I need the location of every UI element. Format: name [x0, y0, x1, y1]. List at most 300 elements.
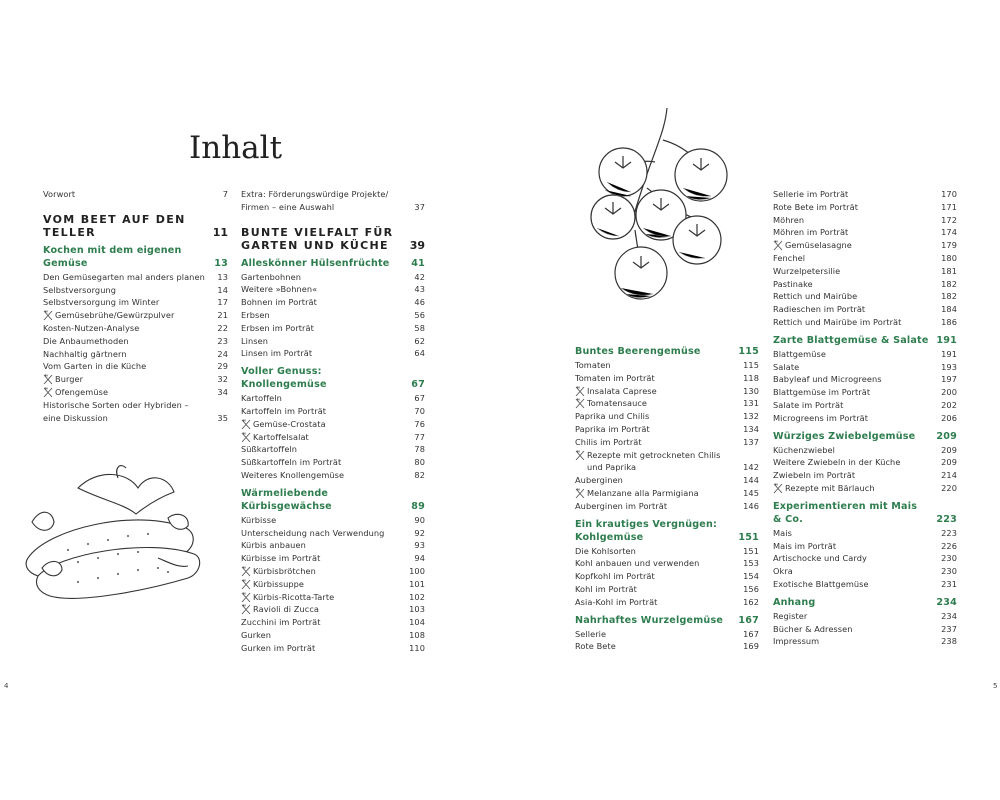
- toc-page-number: 94: [414, 553, 425, 564]
- toc-page-number: 137: [743, 436, 759, 447]
- toc-page-number: 24: [217, 348, 228, 359]
- toc-entry[interactable]: [241, 271, 425, 284]
- toc-page-number: 156: [743, 583, 759, 594]
- toc-recipe-entry[interactable]: [43, 373, 228, 386]
- toc-entry[interactable]: [575, 570, 759, 583]
- toc-page-number: 182: [941, 278, 957, 289]
- toc-entry-title: Vom Garten in die Küche: [43, 361, 147, 372]
- toc-entry-title: Rettich und Mairübe im Porträt: [773, 316, 902, 327]
- toc-entry-title: Register: [773, 610, 808, 621]
- toc-recipe-entry[interactable]: [773, 482, 957, 495]
- toc-entry[interactable]: [241, 347, 425, 360]
- toc-entry[interactable]: [575, 500, 759, 513]
- toc-page-number: 230: [941, 566, 957, 577]
- cutlery-icon: [43, 310, 53, 321]
- toc-entry-title: Salate: [773, 361, 800, 372]
- toc-entry[interactable]: [773, 348, 957, 361]
- toc-entry[interactable]: [575, 628, 759, 641]
- toc-entry[interactable]: [773, 552, 957, 565]
- toc-entry-title: Rezepte mit getrockneten Chilis und Paprika: [587, 449, 721, 473]
- toc-entry-title: Mais: [773, 527, 792, 538]
- toc-page-number: 35: [217, 412, 228, 423]
- toc-entry-title: Den Gemüsegarten mal anders planen: [43, 271, 205, 282]
- toc-page-number: 181: [941, 265, 957, 276]
- toc-recipe-entry[interactable]: [575, 397, 759, 410]
- toc-recipe-entry[interactable]: [241, 591, 425, 604]
- toc-entry-title: Babyleaf und Microgreens: [773, 374, 882, 385]
- cutlery-icon: [43, 387, 53, 398]
- toc-page-number: 41: [411, 257, 425, 269]
- toc-entry-title: Chilis im Porträt: [575, 436, 642, 447]
- toc-entry[interactable]: [43, 360, 228, 373]
- toc-entry-title: Gemüsebrühe/Gewürzpulver: [55, 310, 175, 321]
- toc-entry[interactable]: [575, 410, 759, 423]
- toc-page-number: 34: [217, 386, 228, 397]
- toc-page-number: 153: [743, 558, 759, 569]
- toc-entry[interactable]: [773, 456, 957, 469]
- toc-entry[interactable]: [773, 316, 957, 329]
- cutlery-icon: [241, 604, 251, 615]
- toc-entry[interactable]: [241, 642, 425, 655]
- toc-entry-title: Kürbissuppe: [253, 578, 305, 589]
- toc-page-number: 144: [743, 475, 759, 486]
- toc-entry-title: Kartoffelsalat: [253, 431, 309, 442]
- toc-page-number: 171: [941, 201, 957, 212]
- toc-entry-title: Okra: [773, 566, 793, 577]
- toc-entry[interactable]: [773, 444, 957, 457]
- toc-page-number: 82: [414, 469, 425, 480]
- toc-entry[interactable]: [241, 616, 425, 629]
- toc-entry-title: Salate im Porträt: [773, 399, 844, 410]
- toc-entry[interactable]: [773, 412, 957, 425]
- toc-entry[interactable]: [575, 545, 759, 558]
- toc-page-number: 162: [743, 596, 759, 607]
- toc-section-heading[interactable]: [575, 518, 759, 544]
- toc-page-number: 142: [743, 462, 759, 473]
- page-number-right: 5: [993, 682, 998, 690]
- toc-page-number: 223: [936, 513, 957, 525]
- toc-page-number: 226: [941, 540, 957, 551]
- toc-section-heading[interactable]: [575, 614, 759, 627]
- toc-entry-title: Kartoffeln im Porträt: [241, 405, 327, 416]
- cutlery-icon: [241, 432, 251, 443]
- toc-page-number: 104: [409, 617, 425, 628]
- toc-page-number: 223: [941, 527, 957, 538]
- toc-page-number: 21: [217, 310, 228, 321]
- toc-entry-title: Linsen im Porträt: [241, 348, 313, 359]
- toc-entry[interactable]: [241, 539, 425, 552]
- toc-page-number: 184: [941, 304, 957, 315]
- toc-entry[interactable]: [773, 540, 957, 553]
- toc-section-heading[interactable]: [241, 487, 425, 513]
- toc-entry[interactable]: [241, 405, 425, 418]
- toc-page-number: 101: [409, 578, 425, 589]
- toc-page-number: 154: [743, 571, 759, 582]
- toc-recipe-entry[interactable]: [575, 385, 759, 398]
- toc-page-number: 151: [738, 531, 759, 543]
- toc-page-number: 32: [217, 374, 228, 385]
- toc-entry-title: Experimentieren mit Mais & Co.: [773, 500, 918, 525]
- toc-page-number: 182: [941, 291, 957, 302]
- toc-recipe-entry[interactable]: [575, 487, 759, 500]
- toc-page-number: 209: [936, 430, 957, 442]
- toc-entry[interactable]: [43, 296, 228, 309]
- toc-page-number: 151: [743, 545, 759, 556]
- toc-page-number: 13: [217, 271, 228, 282]
- toc-entry-title: Fenchel: [773, 252, 806, 263]
- toc-entry-title: Kartoffeln: [241, 393, 282, 404]
- toc-entry-title: Ravioli di Zucca: [253, 604, 320, 615]
- toc-entry[interactable]: [43, 399, 228, 425]
- toc-entry[interactable]: [773, 278, 957, 291]
- toc-entry-title: Gemüse-Crostata: [253, 418, 326, 429]
- toc-entry[interactable]: [773, 188, 957, 201]
- toc-page-number: 180: [941, 252, 957, 263]
- toc-page-number: 58: [414, 322, 425, 333]
- toc-entry-title: Weiteres Knollengemüse: [241, 469, 345, 480]
- toc-entry[interactable]: [773, 303, 957, 316]
- toc-entry-title: Weitere Zwiebeln in der Küche: [773, 457, 901, 468]
- toc-page-number: 64: [414, 348, 425, 359]
- toc-section-heading[interactable]: [773, 500, 957, 526]
- toc-entry-title: Kochen mit dem eigenen Gemüse: [43, 244, 182, 269]
- toc-page-number: 100: [409, 565, 425, 576]
- toc-recipe-entry[interactable]: [43, 309, 228, 322]
- toc-entry[interactable]: [241, 552, 425, 565]
- toc-column-3: [575, 340, 759, 653]
- toc-entry[interactable]: [241, 322, 425, 335]
- toc-recipe-entry[interactable]: [241, 565, 425, 578]
- toc-entry-title: Insalata Caprese: [587, 385, 657, 396]
- toc-entry[interactable]: [241, 392, 425, 405]
- toc-entry-title: Bohnen im Porträt: [241, 297, 317, 308]
- toc-entry[interactable]: [575, 596, 759, 609]
- cutlery-icon: [773, 483, 783, 494]
- toc-entry-title: Buntes Beerengemüse: [575, 346, 701, 357]
- toc-entry-title: Zarte Blattgemüse & Salate: [773, 334, 929, 346]
- toc-entry-title: Paprika und Chilis: [575, 411, 650, 422]
- toc-entry-title: Unterscheidung nach Verwendung: [241, 527, 385, 538]
- toc-entry-title: Selbstversorgung im Winter: [43, 297, 160, 308]
- toc-entry-title: Selbstversorgung: [43, 284, 117, 295]
- toc-entry-title: Kürbis-Ricotta-Tarte: [253, 591, 335, 602]
- toc-page-number: 214: [941, 470, 957, 481]
- toc-page-number: 200: [941, 387, 957, 398]
- toc-entry-title: Kosten-Nutzen-Analyse: [43, 322, 140, 333]
- toc-section-heading[interactable]: [773, 430, 957, 443]
- toc-section-heading[interactable]: [773, 334, 957, 347]
- toc-entry-title: Voller Genuss: Knollengemüse: [241, 366, 327, 391]
- toc-page-number: 206: [941, 412, 957, 423]
- toc-page-number: 56: [414, 309, 425, 320]
- toc-entry[interactable]: [575, 372, 759, 385]
- toc-entry[interactable]: [575, 359, 759, 372]
- toc-entry[interactable]: [575, 436, 759, 449]
- toc-entry-title: Impressum: [773, 636, 820, 647]
- toc-page-number: 102: [409, 591, 425, 602]
- toc-entry-title: Rote Bete: [575, 641, 616, 652]
- toc-page-number: 67: [414, 393, 425, 404]
- cutlery-icon: [575, 386, 585, 397]
- toc-entry[interactable]: [773, 214, 957, 227]
- toc-entry-title: Tomaten: [575, 360, 611, 370]
- toc-entry-title: Kürbisse: [241, 514, 277, 525]
- toc-entry[interactable]: [241, 335, 425, 348]
- toc-page-number: 37: [414, 201, 425, 212]
- toc-entry[interactable]: [241, 188, 425, 214]
- toc-page-number: 78: [414, 444, 425, 455]
- toc-entry-title: Asia-Kohl im Porträt: [575, 596, 658, 607]
- toc-entry-title: Blattgemüse: [773, 348, 826, 359]
- toc-entry[interactable]: [773, 265, 957, 278]
- toc-entry[interactable]: [773, 469, 957, 482]
- toc-page-number: 80: [414, 457, 425, 468]
- toc-column-4: [773, 188, 957, 648]
- toc-entry-title: Kürbisbrötchen: [253, 565, 316, 576]
- toc-page-number: 70: [414, 405, 425, 416]
- cutlery-icon: [241, 419, 251, 430]
- cutlery-icon: [43, 374, 53, 385]
- toc-entry-title: Microgreens im Porträt: [773, 412, 869, 423]
- toc-page-number: 170: [941, 189, 957, 199]
- toc-entry-title: Radieschen im Porträt: [773, 304, 866, 315]
- toc-entry-title: Gartenbohnen: [241, 271, 301, 282]
- toc-page-number: 42: [414, 271, 425, 282]
- toc-entry[interactable]: [575, 474, 759, 487]
- toc-entry-title: Erbsen im Porträt: [241, 322, 314, 333]
- toc-page-number: 172: [941, 214, 957, 225]
- toc-entry-title: Auberginen im Porträt: [575, 500, 668, 511]
- toc-entry[interactable]: [241, 296, 425, 309]
- toc-page-number: 89: [411, 500, 425, 512]
- toc-recipe-entry[interactable]: [241, 603, 425, 616]
- toc-page-number: 62: [414, 335, 425, 346]
- page-number-left: 4: [4, 682, 9, 690]
- toc-entry-title: Blattgemüse im Porträt: [773, 387, 871, 398]
- toc-page-number: 146: [743, 500, 759, 511]
- toc-page-number: 115: [743, 360, 759, 370]
- toc-entry-title: Kürbisse im Porträt: [241, 553, 321, 564]
- toc-entry[interactable]: [773, 610, 957, 623]
- toc-page-number: 174: [941, 227, 957, 238]
- toc-section-heading[interactable]: [43, 244, 228, 270]
- toc-page-number: 191: [936, 334, 957, 346]
- toc-entry-title: Würziges Zwiebelgemüse: [773, 430, 916, 442]
- toc-entry-title: Linsen: [241, 335, 269, 346]
- toc-entry-title: Extra: Förderungswürdige Projekte/ Firmen – eine Auswahl: [241, 189, 389, 212]
- toc-section-heading[interactable]: [575, 345, 759, 358]
- toc-entry[interactable]: [773, 565, 957, 578]
- toc-entry-title: Artischocke und Cardy: [773, 553, 867, 564]
- toc-entry-title: Mais im Porträt: [773, 540, 837, 551]
- toc-entry-title: Küchenzwiebel: [773, 444, 835, 455]
- toc-entry[interactable]: [575, 583, 759, 596]
- toc-entry[interactable]: [773, 578, 957, 591]
- toc-entry-title: Vorwort: [43, 189, 76, 199]
- toc-part-heading[interactable]: [241, 226, 425, 252]
- toc-entry-title: Gemüselasagne: [785, 240, 852, 251]
- page-title: Inhalt: [189, 130, 283, 166]
- toc-entry-title: Rettich und Mairübe: [773, 291, 858, 302]
- cutlery-icon: [575, 488, 585, 499]
- toc-entry-title: Ein krautiges Vergnügen: Kohlgemüse: [575, 518, 718, 543]
- toc-entry[interactable]: [43, 284, 228, 297]
- cutlery-icon: [241, 566, 251, 577]
- toc-page-number: 130: [743, 385, 759, 396]
- toc-page-number: 22: [217, 322, 228, 333]
- toc-entry[interactable]: [773, 252, 957, 265]
- toc-entry[interactable]: [241, 469, 425, 482]
- toc-entry-title: Sellerie: [575, 628, 607, 639]
- toc-page-number: 167: [738, 614, 759, 626]
- toc-page-number: 230: [941, 553, 957, 564]
- toc-entry-title: Tomaten im Porträt: [575, 372, 655, 383]
- toc-recipe-entry[interactable]: [241, 418, 425, 431]
- toc-entry-title: Möhren im Porträt: [773, 227, 849, 238]
- cutlery-icon: [773, 240, 783, 251]
- toc-entry[interactable]: [241, 514, 425, 527]
- toc-entry-title: Zwiebeln im Porträt: [773, 470, 856, 481]
- toc-entry-title: Erbsen: [241, 309, 270, 320]
- toc-part-heading[interactable]: [43, 213, 228, 239]
- toc-entry-title: Gurken im Porträt: [241, 642, 316, 653]
- toc-page-number: 103: [409, 604, 425, 615]
- cutlery-icon: [575, 398, 585, 409]
- toc-recipe-entry[interactable]: [241, 431, 425, 444]
- toc-page-number: 237: [941, 623, 957, 634]
- toc-page-number: 169: [743, 641, 759, 652]
- toc-entry-title: Ofengemüse: [55, 386, 109, 397]
- toc-entry-title: Nachhaltig gärtnern: [43, 348, 127, 359]
- toc-page-number: 134: [743, 423, 759, 434]
- toc-entry-title: Paprika im Porträt: [575, 423, 650, 434]
- toc-section-heading[interactable]: [241, 365, 425, 391]
- toc-entry-title: Burger: [55, 374, 84, 385]
- toc-entry-title: Alleskönner Hülsenfrüchte: [241, 257, 390, 269]
- toc-entry-title: Weitere »Bohnen«: [241, 284, 318, 295]
- toc-page-number: 7: [222, 189, 228, 199]
- toc-page-number: 231: [941, 578, 957, 589]
- toc-entry[interactable]: [241, 456, 425, 469]
- toc-entry-title: Kohl im Porträt: [575, 583, 637, 594]
- toc-entry-title: Anhang: [773, 596, 816, 608]
- toc-page-number: 115: [738, 346, 759, 357]
- toc-column-1: [43, 188, 228, 424]
- toc-entry[interactable]: [43, 348, 228, 361]
- toc-page-number: 220: [941, 482, 957, 493]
- toc-page-number: 14: [217, 284, 228, 295]
- toc-page-number: 92: [414, 527, 425, 538]
- toc-page-number: 193: [941, 361, 957, 372]
- toc-recipe-entry[interactable]: [575, 449, 759, 475]
- toc-entry-title: Rote Bete im Porträt: [773, 201, 859, 212]
- toc-page-number: 209: [941, 457, 957, 468]
- toc-page-number: 167: [743, 628, 759, 639]
- toc-section-heading[interactable]: [241, 257, 425, 270]
- toc-entry-title: Gurken: [241, 629, 272, 640]
- toc-entry[interactable]: [773, 290, 957, 303]
- toc-entry-title: BUNTE VIELFALT FÜR GARTEN UND KÜCHE: [241, 225, 394, 252]
- toc-page-number: 108: [409, 629, 425, 640]
- toc-entry[interactable]: [773, 635, 957, 648]
- toc-page-number: 11: [212, 225, 228, 239]
- toc-entry[interactable]: [43, 335, 228, 348]
- toc-entry[interactable]: [773, 201, 957, 214]
- toc-page-number: 118: [743, 372, 759, 383]
- toc-entry-title: Kürbis anbauen: [241, 540, 306, 551]
- toc-entry[interactable]: [575, 557, 759, 570]
- toc-page-number: 234: [936, 596, 957, 608]
- toc-entry[interactable]: [241, 629, 425, 642]
- toc-page-number: 77: [414, 431, 425, 442]
- toc-section-heading[interactable]: [773, 596, 957, 609]
- toc-entry[interactable]: [241, 443, 425, 456]
- toc-entry-title: Exotische Blattgemüse: [773, 578, 869, 589]
- toc-entry[interactable]: [575, 640, 759, 653]
- toc-recipe-entry[interactable]: [43, 386, 228, 399]
- toc-page-number: 238: [941, 636, 957, 647]
- toc-entry-title: Pastinake: [773, 278, 813, 289]
- toc-entry-title: Melanzane alla Parmigiana: [587, 487, 699, 498]
- toc-entry[interactable]: [773, 373, 957, 386]
- toc-entry-title: Möhren: [773, 214, 805, 225]
- toc-page-number: 132: [743, 411, 759, 422]
- cutlery-icon: [241, 592, 251, 603]
- toc-entry-title: Kopfkohl im Porträt: [575, 571, 655, 582]
- toc-entry-title: Sellerie im Porträt: [773, 189, 849, 199]
- toc-page-number: 202: [941, 399, 957, 410]
- toc-page-number: 67: [411, 379, 425, 391]
- toc-entry-title: Historische Sorten oder Hybriden – eine Diskussion: [43, 399, 189, 423]
- toc-recipe-entry[interactable]: [241, 578, 425, 591]
- toc-entry-title: Tomatensauce: [587, 398, 648, 409]
- toc-entry[interactable]: [773, 399, 957, 412]
- toc-page-number: 191: [941, 348, 957, 359]
- toc-entry[interactable]: [43, 271, 228, 284]
- toc-entry[interactable]: [773, 386, 957, 399]
- toc-entry-title: Süßkartoffeln im Porträt: [241, 457, 342, 468]
- toc-entry[interactable]: [241, 283, 425, 296]
- toc-entry-title: Rezepte mit Bärlauch: [785, 482, 875, 493]
- toc-entry[interactable]: [575, 423, 759, 436]
- toc-entry-title: Wurzelpetersilie: [773, 265, 841, 276]
- toc-page-number: 209: [941, 444, 957, 455]
- toc-page-number: 186: [941, 316, 957, 327]
- toc-entry[interactable]: [43, 322, 228, 335]
- toc-page-number: 93: [414, 540, 425, 551]
- toc-entry[interactable]: [773, 527, 957, 540]
- toc-recipe-entry[interactable]: [773, 239, 957, 252]
- toc-entry-title: Kohl anbauen und verwenden: [575, 558, 700, 569]
- toc-page-number: 46: [414, 297, 425, 308]
- toc-page-number: 145: [743, 487, 759, 498]
- toc-entry[interactable]: [773, 361, 957, 374]
- cutlery-icon: [241, 579, 251, 590]
- toc-page-number: 29: [217, 361, 228, 372]
- toc-entry[interactable]: [241, 309, 425, 322]
- toc-entry-title: Wärmeliebende Kürbisgewächse: [241, 487, 332, 512]
- toc-page-number: 110: [409, 642, 425, 653]
- toc-entry-title: Nahrhaftes Wurzelgemüse: [575, 614, 724, 626]
- toc-entry[interactable]: [773, 623, 957, 636]
- toc-entry[interactable]: [241, 527, 425, 540]
- toc-page-number: 131: [743, 398, 759, 409]
- cutlery-icon: [575, 450, 585, 461]
- toc-page-number: 13: [214, 257, 228, 269]
- toc-entry-title: Bücher & Adressen: [773, 623, 853, 634]
- toc-entry[interactable]: [43, 188, 228, 201]
- toc-entry[interactable]: [773, 226, 957, 239]
